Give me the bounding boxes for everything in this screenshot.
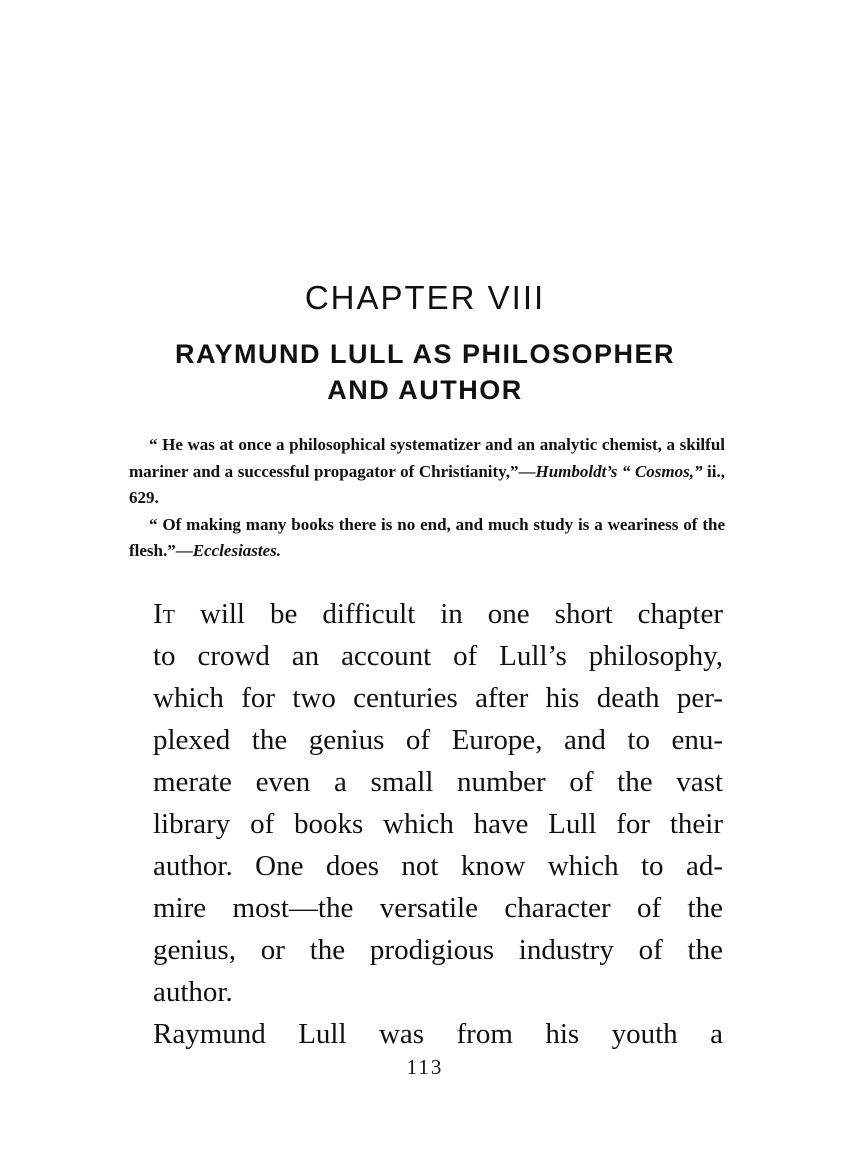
chapter-number: CHAPTER VIII [304,279,546,316]
chapter-title [0,336,850,408]
page-number: 113 [406,1055,444,1079]
text-line: It will be difficult in one short chapter [153,598,723,630]
epigraph-source: Ecclesiastes. [192,541,282,560]
text-line: Raymund Lull was from his youth a [153,1018,723,1050]
text-line: author. [153,976,233,1008]
epigraph-humboldt: “ He was at once a philosophical systematizer and an analytic chemist, a skilful mariner and a successful propagator of Christianity,”—Humboldt’s “ Cosmos,” ii., 629. [129,435,725,507]
epigraph-block [129,432,725,565]
paragraph-2 [123,1013,723,1055]
chapter-title-line-1: RAYMUND LULL AS PHILOSOPHER [174,339,676,369]
text-line: merate even a small number of the vast [153,766,723,798]
body-text [123,593,723,1055]
text-line: genius, or the prodigious industry of the [153,934,723,966]
epigraph-source: Humboldt’s “ Cosmos,” [535,461,703,481]
epigraph-ecclesiastes: “ Of making many books there is no end, and much study is a weariness of the flesh.”—Ecclesiastes. [129,514,725,560]
text-line: library of books which have Lull for their [153,808,723,840]
chapter-title-line-2: AND AUTHOR [327,375,523,405]
text-line: mire most—the versatile character of the [153,892,723,924]
text-line: plexed the genius of Europe, and to enu- [153,724,723,756]
text-line: which for two centuries after his death per- [153,682,723,714]
text-line: to crowd an account of Lull’s philosophy, [153,640,723,672]
drop-lead-word: It [153,598,175,630]
paragraph-1 [123,593,723,1013]
text-line: author. One does not know which to ad- [153,850,723,882]
